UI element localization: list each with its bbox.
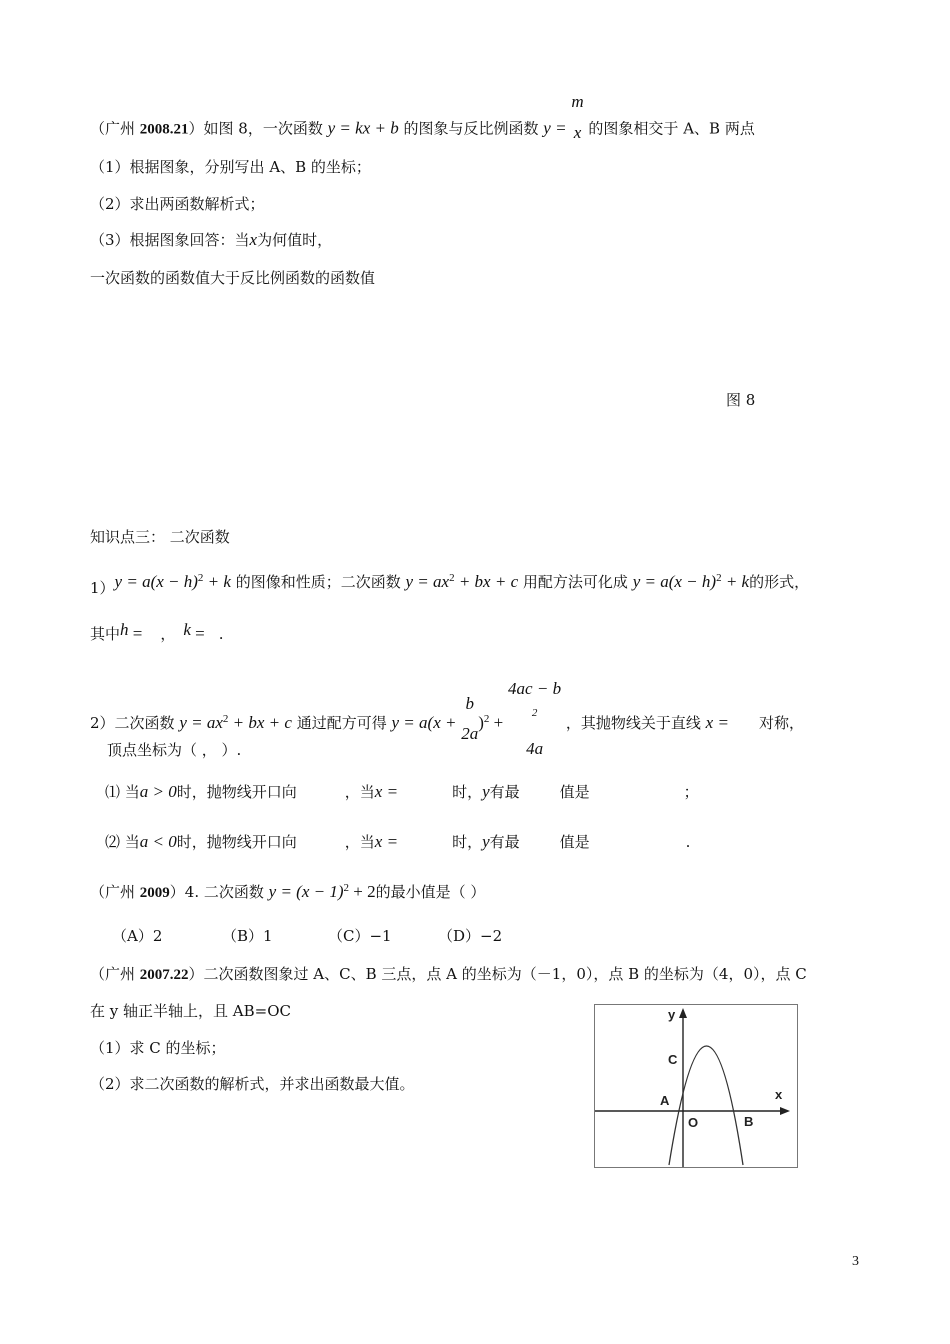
q1-inverse-lhs: y = xyxy=(543,118,567,138)
case-text-2: ，当 xyxy=(344,833,375,851)
fraction-denominator: x xyxy=(573,123,582,142)
page-number: 3 xyxy=(852,1254,859,1269)
q1-stem xyxy=(90,92,755,148)
standard-form-rest: + bx + c xyxy=(454,572,519,591)
q1-part-3-text: （3）根据图象回答：当 xyxy=(90,231,250,249)
semicolon: ； xyxy=(683,783,699,801)
k3-line-3-text-3: ，其抛物线关于直线 xyxy=(565,714,701,732)
option-d: （D）−2 xyxy=(438,927,503,945)
case-a-positive xyxy=(105,782,699,802)
case-label: ⑴ 当 xyxy=(105,783,140,801)
point-c-label: C xyxy=(668,1052,678,1067)
k3-line-2-text: 其中 xyxy=(90,625,121,643)
parabola-graph-svg xyxy=(595,1005,797,1167)
q3-stem-text: ）二次函数图象过 A、C、B 三点，点 A 的坐标为（－1，0），点 B 的坐标为（4，0），点 C xyxy=(188,965,807,983)
k3-line-2 xyxy=(90,620,224,644)
plus-sign: + xyxy=(489,713,504,732)
case-text-5: 值是 xyxy=(559,833,590,851)
exponent: 2 xyxy=(531,707,538,719)
case-label: ⑵ 当 xyxy=(105,833,140,851)
case-text: 时，抛物线开口向 xyxy=(176,833,297,851)
case-text-4: 有最 xyxy=(489,783,520,801)
q2-source-number: 2009 xyxy=(139,885,170,901)
x-axis-arrow-icon xyxy=(780,1107,790,1115)
exponent: 2 xyxy=(716,572,722,584)
fraction-numerator: m xyxy=(571,92,584,111)
q3-stem xyxy=(90,964,807,985)
equals-sign: = xyxy=(190,624,205,643)
point-b-label: B xyxy=(744,1114,754,1129)
q2-stem xyxy=(90,882,485,904)
axis-equation: x = xyxy=(705,713,729,732)
item-number: 1） xyxy=(90,579,115,597)
variable-k: k xyxy=(183,620,191,639)
y-axis-arrow-icon xyxy=(679,1008,687,1018)
completed-square-lhs: y = a(x + xyxy=(391,713,457,732)
fraction-b-over-2a xyxy=(461,689,478,749)
k3-line-3-text-2: 通过配方可得 xyxy=(296,714,387,732)
fraction-denominator: 2a xyxy=(461,724,479,743)
fraction-numerator xyxy=(508,674,561,734)
fraction-numerator: b xyxy=(465,694,474,713)
vertex-form-k: + k xyxy=(203,572,231,591)
k3-line-1-text-2: 用配方法可化成 xyxy=(522,573,628,591)
q1-linear-function: y = kx + b xyxy=(327,118,399,138)
standard-form-equation: y = ax xyxy=(179,713,223,732)
exponent: 2 xyxy=(449,572,455,584)
y-axis-label: y xyxy=(668,1007,676,1022)
case-text-2: ，当 xyxy=(344,783,375,801)
variable-y: y xyxy=(482,832,490,851)
q2-function-rest: + 2 xyxy=(349,882,376,901)
k3-line-1-text-3: 的形式， xyxy=(749,573,810,591)
option-b: （B）1 xyxy=(222,927,273,945)
q2-stem-tail: 的最小值是（ ） xyxy=(375,883,486,901)
case-text-3: 时， xyxy=(452,783,483,801)
variable-x: x xyxy=(249,230,258,249)
q2-stem-text: ）4. 二次函数 xyxy=(169,883,264,901)
case-text-4: 有最 xyxy=(489,833,520,851)
q1-part-2: （2）求出两函数解析式； xyxy=(90,195,265,213)
exponent: 2 xyxy=(343,882,350,894)
standard-form-rest: + bx + c xyxy=(228,713,292,732)
origin-label: O xyxy=(688,1115,699,1130)
vertex-form-equation: y = a(x − h) xyxy=(114,572,198,591)
condition: a < 0 xyxy=(139,832,177,851)
case-text-3: 时， xyxy=(452,833,483,851)
fraction-denominator: 4a xyxy=(526,739,544,758)
vertex-form-equation-2: y = a(x − h) xyxy=(632,572,717,591)
option-a: （A）2 xyxy=(112,927,163,945)
k3-line-3-text-4: 对称， xyxy=(758,714,804,732)
exponent: 2 xyxy=(483,713,490,725)
parabola-curve xyxy=(669,1046,743,1165)
case-text: 时，抛物线开口向 xyxy=(176,783,297,801)
q2-source-open: （广州 xyxy=(90,883,140,901)
q1-part-3-tail: 为何值时， xyxy=(257,231,333,249)
q3-part-2: （2）求二次函数的解析式，并求出函数最大值。 xyxy=(90,1075,415,1093)
vertex-coordinates-line: 顶点坐标为（ ， ）. xyxy=(107,741,242,759)
section-title: 知识点三： 二次函数 xyxy=(90,528,230,546)
variable-y: y xyxy=(482,782,490,801)
q2-function: y = (x − 1) xyxy=(268,882,344,901)
exponent: 2 xyxy=(222,713,229,725)
variable-h: h xyxy=(120,620,129,639)
q3-stem-line-2: 在 y 轴正半轴上，且 AB=OC xyxy=(90,1002,291,1020)
q3-source-number: 2007.22 xyxy=(139,967,189,983)
standard-form-equation: y = ax xyxy=(405,572,450,591)
case-text-5: 值是 xyxy=(559,783,590,801)
x-equals: x = xyxy=(374,832,399,851)
q1-part-3-continued: 一次函数的函数值大于反比例函数的函数值 xyxy=(90,269,376,287)
numerator-text: 4ac − b xyxy=(508,679,562,698)
comma: ， xyxy=(160,625,176,643)
q1-part-3 xyxy=(90,230,332,250)
q1-stem-tail: 的图象相交于 A、B 两点 xyxy=(588,119,755,138)
q1-source-number: 2008.21 xyxy=(139,121,189,138)
q1-stem-mid: 的图象与反比例函数 xyxy=(403,119,539,138)
q1-inverse-fraction xyxy=(571,87,583,148)
point-a-label: A xyxy=(660,1093,670,1108)
exponent: 2 xyxy=(197,572,204,584)
q3-part-1: （1）求 C 的坐标； xyxy=(90,1039,226,1057)
q1-source-open: （广州 xyxy=(90,119,140,138)
q1-stem-text: ）如图 8，一次函数 xyxy=(188,119,323,138)
case-a-negative xyxy=(105,832,690,852)
option-c: （C）−1 xyxy=(328,927,392,945)
close-paren: ) xyxy=(478,713,484,732)
k3-line-1-text: 的图像和性质；二次函数 xyxy=(235,573,401,591)
vertex-form-k-2: + k xyxy=(721,572,750,591)
fraction-4ac-b2-over-4a xyxy=(508,674,561,764)
x-axis-label: x xyxy=(775,1087,783,1102)
k3-line-1 xyxy=(90,572,810,597)
condition: a > 0 xyxy=(139,782,177,801)
q3-source-open: （广州 xyxy=(90,965,140,983)
figure-8-caption: 图 8 xyxy=(726,391,756,409)
k3-line-3-text: 2）二次函数 xyxy=(90,714,175,732)
equals-sign: = xyxy=(128,624,143,643)
period: . xyxy=(218,625,224,643)
x-equals: x = xyxy=(374,782,399,801)
parabola-graph xyxy=(594,1004,798,1168)
period: . xyxy=(685,833,691,851)
q1-part-1: （1）根据图象，分别写出 A、B 的坐标； xyxy=(90,158,371,176)
